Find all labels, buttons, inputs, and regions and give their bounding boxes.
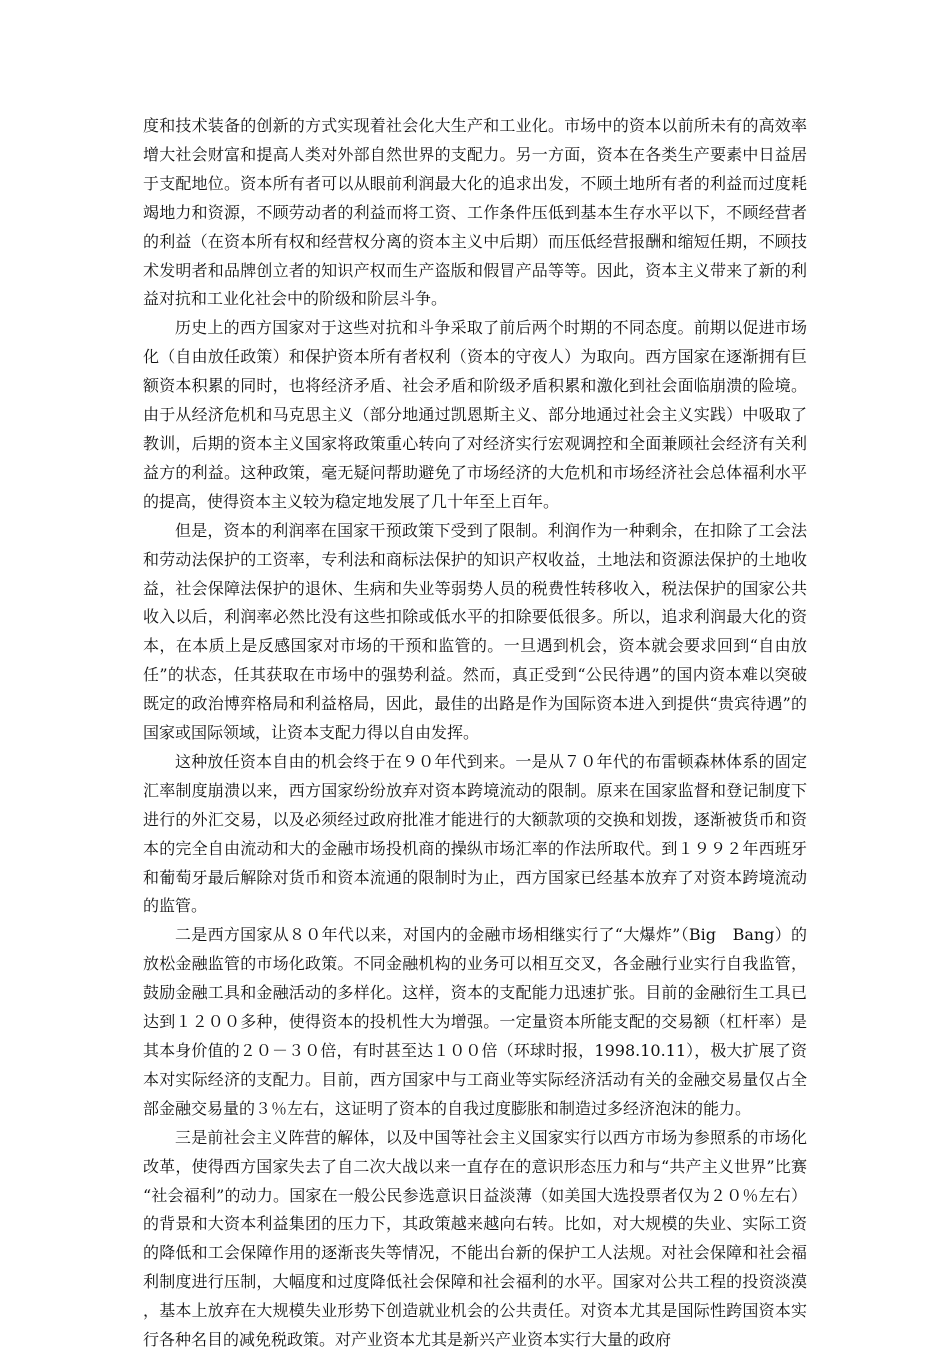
paragraph-4: 这种放任资本自由的机会终于在９０年代到来。一是从７０年代的布雷顿森林体系的固定汇率制度崩溃以来，西方国家纷纷放弃对资本跨境流动的限制。原来在国家监督和登记制度下进行的外汇交易，以及必须经过政府批准才能进行的大额款项的交换和划拨，逐渐被货币和资本的完全自由流动和大的金融市场投机商的操纵市场汇率的作法所取代。到１９９２年西班牙和葡萄牙最后解除对货币和资本流通的限制时为止，西方国家已经基本放弃了对资本跨境流动的监管。 <box>143 751 807 916</box>
body-text <box>143 112 807 1355</box>
paragraph-3: 但是，资本的利润率在国家干预政策下受到了限制。利润作为一种剩余，在扣除了工会法和劳动法保护的工资率，专利法和商标法保护的知识产权收益，土地法和资源法保护的土地收益，社会保障法保护的退休、生病和失业等弱势人员的税费性转移收入，税法保护的国家公共收入以后，利润率必然比没有这些扣除或低水平的扣除要低很多。所以，追求利润最大化的资本，在本质上是反感国家对市场的干预和监管的。一旦遇到机会，资本就会要求回到“自由放任”的状态，任其获取在市场中的强势利益。然而，真正受到“公民待遇”的国内资本难以突破既定的政治博弈格局和利益格局，因此，最佳的出路是作为国际资本进入到提供“贵宾待遇”的国家或国际领域，让资本支配力得以自由发挥。 <box>143 520 807 743</box>
paragraph-2: 历史上的西方国家对于这些对抗和斗争采取了前后两个时期的不同态度。前期以促进市场化（自由放任政策）和保护资本所有者权利（资本的守夜人）为取向。西方国家在逐渐拥有巨额资本积累的同时，也将经济矛盾、社会矛盾和阶级矛盾积累和激化到社会面临崩溃的险境。由于从经济危机和马克思主义（部分地通过凯恩斯主义、部分地通过社会主义实践）中吸取了教训，后期的资本主义国家将政策重心转向了对经济实行宏观调控和全面兼顾社会经济有关利益方的利益。这种政策，毫无疑问帮助避免了市场经济的大危机和市场经济社会总体福利水平的提高，使得资本主义较为稳定地发展了几十年至上百年。 <box>143 318 807 511</box>
paragraph-5: 二是西方国家从８０年代以来，对国内的金融市场相继实行了“大爆炸”（Big Bang）的放松金融监管的市场化政策。不同金融机构的业务可以相互交叉，各金融行业实行自我监管，鼓励金融工具和金融活动的多样化。这样，资本的支配能力迅速扩张。目前的金融衍生工具已达到１２００多种，使得资本的投机性大为增强。一定量资本所能支配的交易额（杠杆率）是其本身价值的２０－３０倍，有时甚至达１００倍（环球时报，1998.10.11），极大扩展了资本对实际经济的支配力。目前，西方国家中与工商业等实际经济活动有关的金融交易量仅占全部金融交易量的３％左右，这证明了资本的自我过度膨胀和制造过多经济泡沫的能力。 <box>143 925 807 1118</box>
paragraph-6: 三是前社会主义阵营的解体，以及中国等社会主义国家实行以西方市场为参照系的市场化改革，使得西方国家失去了自二次大战以来一直存在的意识形态压力和与“共产主义世界”比赛“社会福利”的动力。国家在一般公民参选意识日益淡薄（如美国大选投票者仅为２０％左右）的背景和大资本利益集团的压力下，其政策越来越向右转。比如，对大规模的失业、实际工资的降低和工会保障作用的逐渐丧失等情况，不能出台新的保护工人法规。对社会保障和社会福利制度进行压制，大幅度和过度降低社会保障和社会福利的水平。国家对公共工程的投资淡漠，基本上放弃在大规模失业形势下创造就业机会的公共责任。对资本尤其是国际性跨国资本实行各种名目的减免税政策。对产业资本尤其是新兴产业资本实行大量的政府 <box>143 1127 807 1350</box>
paragraph-1: 度和技术装备的创新的方式实现着社会化大生产和工业化。市场中的资本以前所未有的高效率增大社会财富和提高人类对外部自然世界的支配力。另一方面，资本在各类生产要素中日益居于支配地位。资本所有者可以从眼前利润最大化的追求出发，不顾土地所有者的利益而过度耗竭地力和资源，不顾劳动者的利益而将工资、工作条件压低到基本生存水平以下，不顾经营者的利益（在资本所有权和经营权分离的资本主义中后期）而压低经营报酬和缩短任期，不顾技术发明者和品牌创立者的知识产权而生产盗版和假冒产品等等。因此，资本主义带来了新的利益对抗和工业化社会中的阶级和阶层斗争。 <box>143 116 807 309</box>
